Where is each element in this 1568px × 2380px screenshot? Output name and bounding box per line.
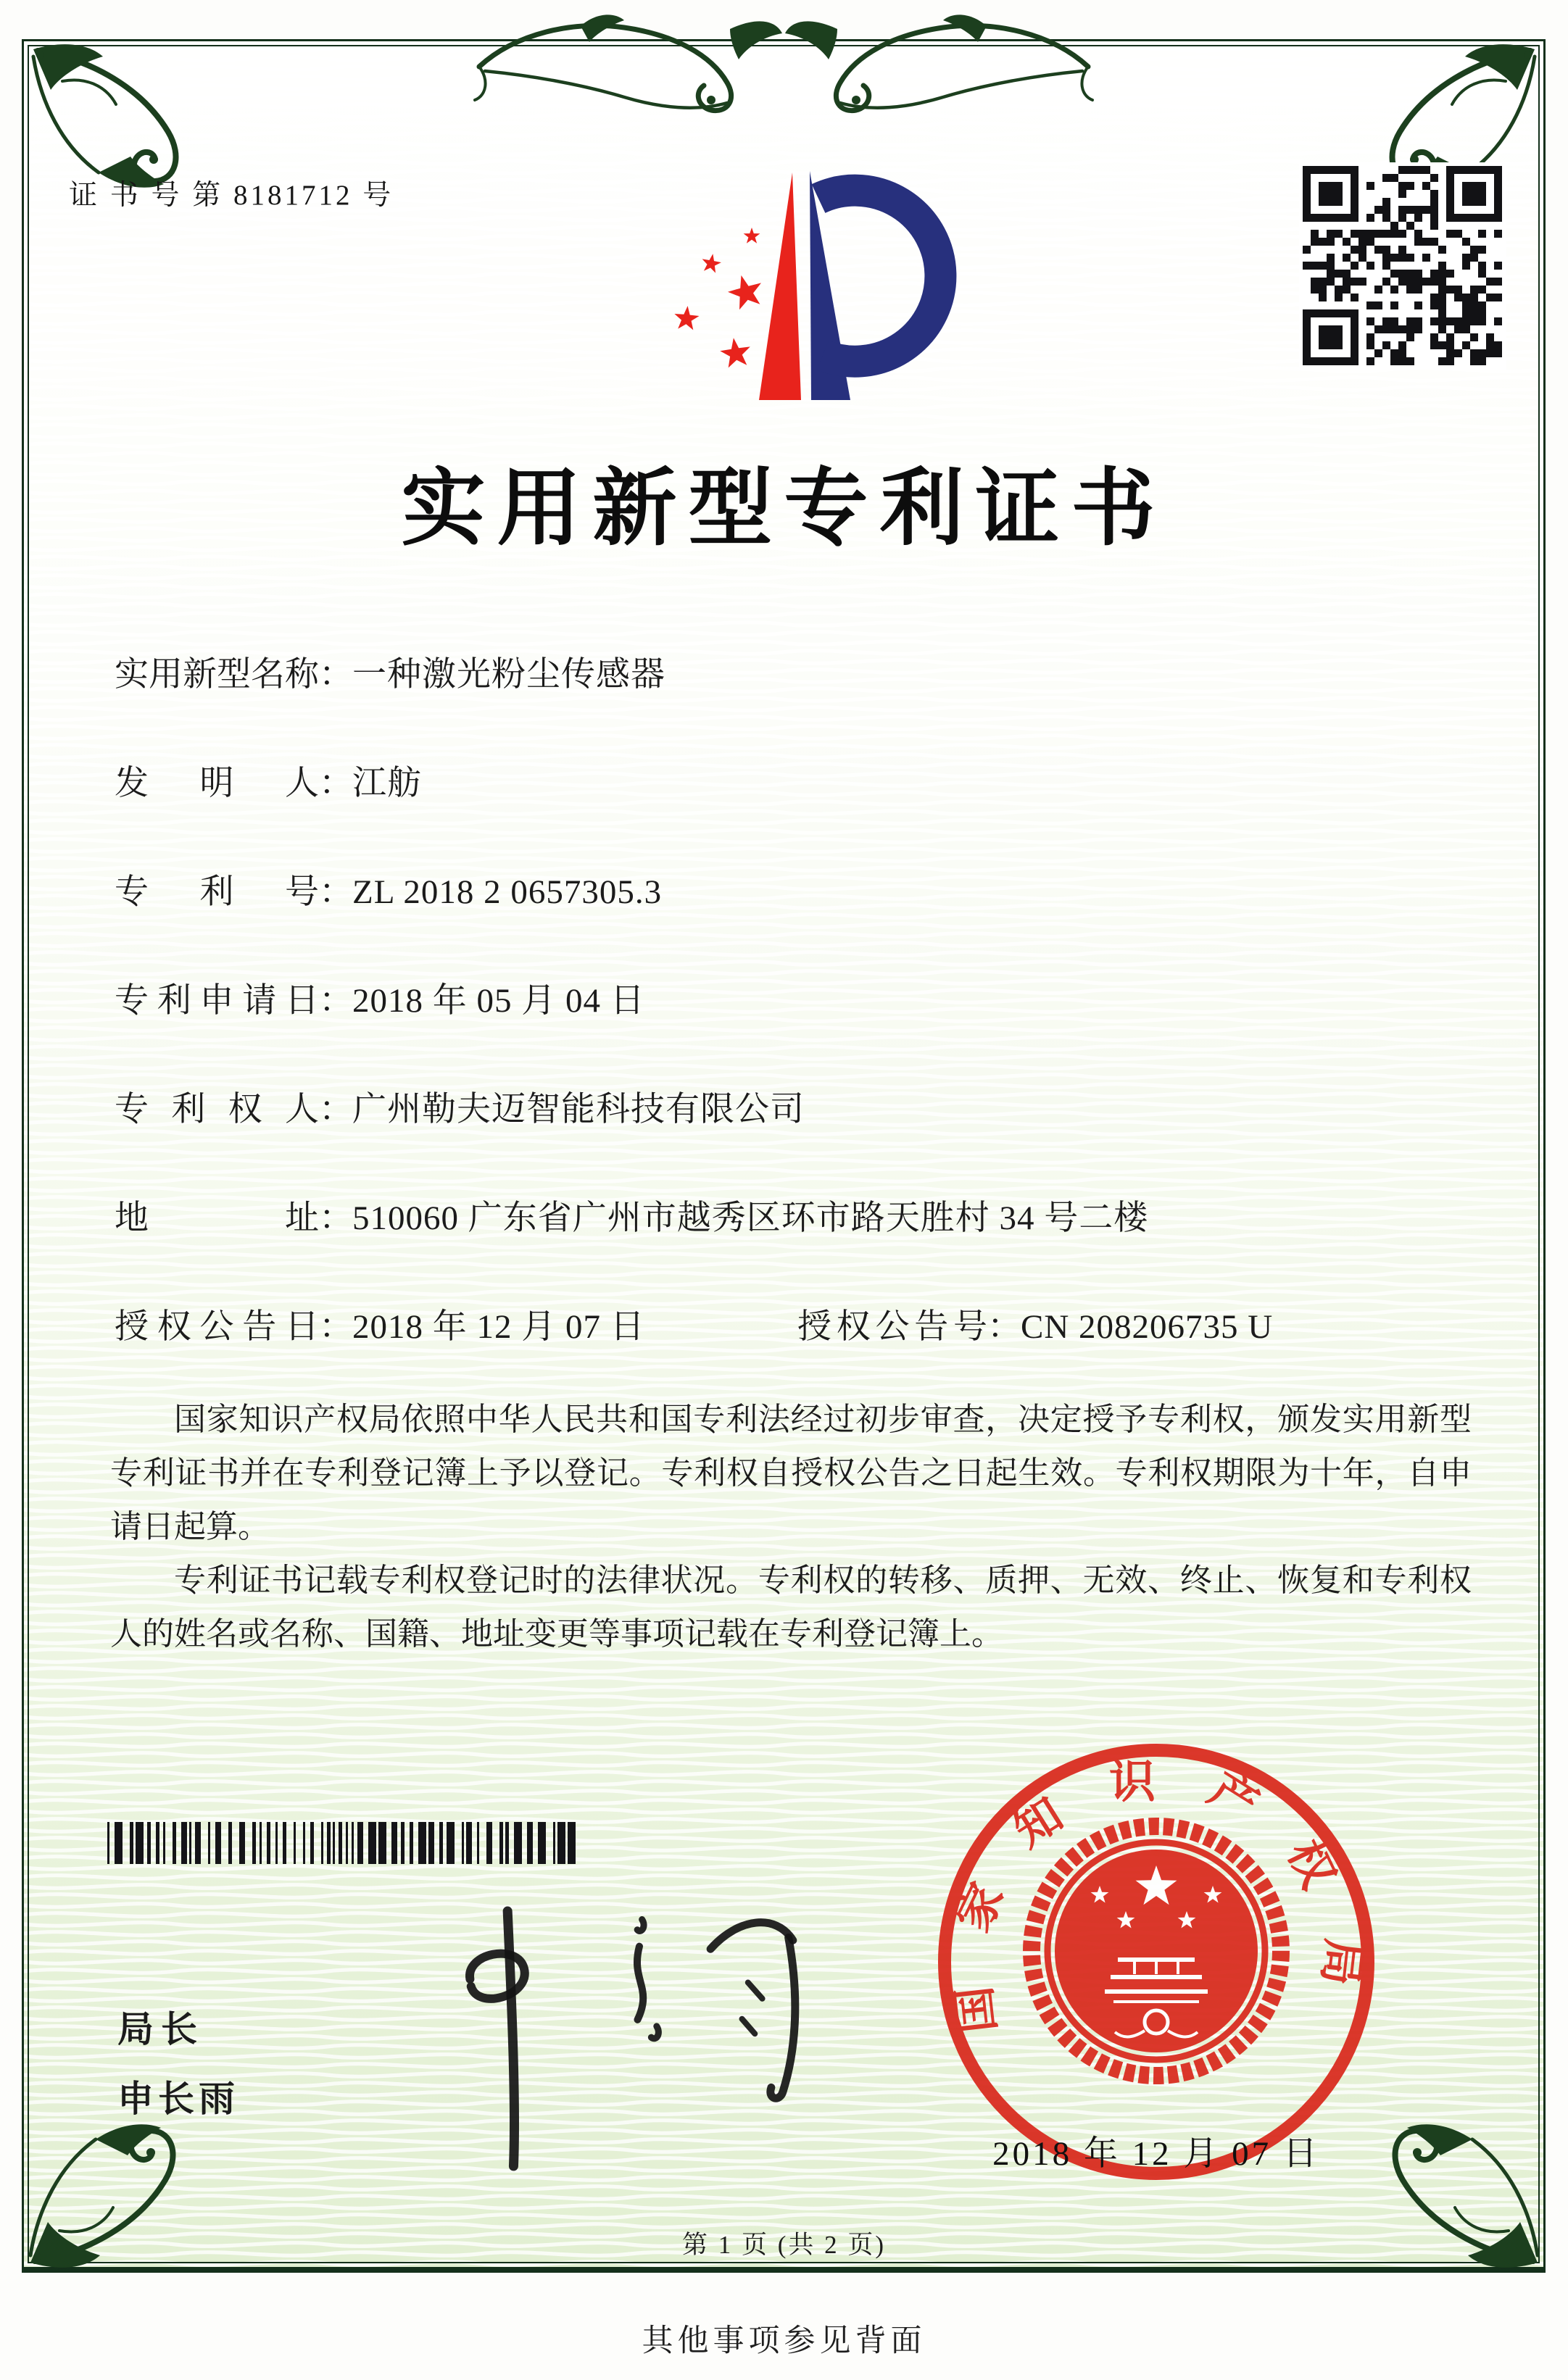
field-label: 专利申请日 xyxy=(115,982,319,1020)
field-value: 广州勒夫迈智能科技有限公司 xyxy=(352,1091,805,1128)
signer-name: 申长雨 xyxy=(117,2079,239,2119)
grant-number-group xyxy=(797,1308,1273,1346)
national-emblem-icon xyxy=(1032,1826,1281,2076)
field-label: 专利权人 xyxy=(115,1091,319,1128)
director-signature-icon xyxy=(398,1871,829,2190)
field-colon: ： xyxy=(319,1308,353,1346)
field-list xyxy=(115,656,1477,1417)
field-label: 专利号 xyxy=(115,873,319,911)
field-colon: ： xyxy=(319,765,353,802)
field-label: 授权公告号 xyxy=(797,1308,987,1346)
field-row-name xyxy=(115,656,1477,765)
field-row-inventor xyxy=(115,765,1477,873)
field-row-address xyxy=(115,1199,1477,1308)
field-row-patentee xyxy=(115,1091,1477,1199)
field-row-patent-number xyxy=(115,873,1477,982)
cnipa-patent-logo-icon xyxy=(632,161,966,415)
cnipa-seal-icon xyxy=(928,1734,1385,2190)
field-label: 发明人 xyxy=(115,765,319,802)
pagination: 第 1 页 (共 2 页) xyxy=(681,2231,887,2259)
field-colon: ： xyxy=(319,656,353,694)
barcode-icon xyxy=(107,1822,577,1864)
field-value: 510060 广东省广州市越秀区环市路天胜村 34 号二楼 xyxy=(352,1199,1149,1237)
field-colon: ： xyxy=(319,1091,353,1128)
qr-code-icon xyxy=(1299,162,1506,370)
back-note: 其他事项参见背面 xyxy=(642,2324,926,2358)
field-colon: ： xyxy=(319,982,353,1020)
field-colon: ： xyxy=(319,873,353,911)
field-label: 地址 xyxy=(115,1199,319,1237)
field-value: 一种激光粉尘传感器 xyxy=(352,656,665,694)
field-value: 2018 年 12 月 07 日 xyxy=(352,1308,645,1346)
field-row-filing-date xyxy=(115,982,1477,1091)
certificate-number: 证 书 号 第 8181712 号 xyxy=(69,180,394,211)
legal-paragraph: 专利证书记载专利权登记时的法律状况。专利权的转移、质押、无效、终止、恢复和专利权人的姓名或名称、国籍、地址变更等事项记载在专利登记簿上。 xyxy=(110,1563,1472,1652)
field-value: 2018 年 05 月 04 日 xyxy=(352,982,645,1020)
field-value: CN 208206735 U xyxy=(1021,1308,1274,1346)
legal-paragraph: 国家知识产权局依照中华人民共和国专利法经过初步审查，决定授予专利权，颁发实用新型专利证书并在专利登记簿上予以登记。专利权自授权公告之日起生效。专利权期限为十年，自申请日起算。 xyxy=(110,1402,1472,1544)
legal-text xyxy=(110,1393,1472,1661)
seal-date: 2018 年 12 月 07 日 xyxy=(992,2135,1320,2173)
field-value: 江舫 xyxy=(352,765,422,802)
seal-agency-text: 国家知识产权局 xyxy=(942,1756,1370,2036)
field-value: ZL 2018 2 0657305.3 xyxy=(352,873,663,911)
field-colon: ： xyxy=(319,1199,353,1237)
field-label: 实用新型名称 xyxy=(115,656,319,694)
field-colon: ： xyxy=(987,1308,1021,1346)
field-label: 授权公告日 xyxy=(115,1308,319,1346)
page-title: 实用新型专利证书 xyxy=(401,463,1167,556)
signer-title: 局长 xyxy=(117,2009,204,2050)
